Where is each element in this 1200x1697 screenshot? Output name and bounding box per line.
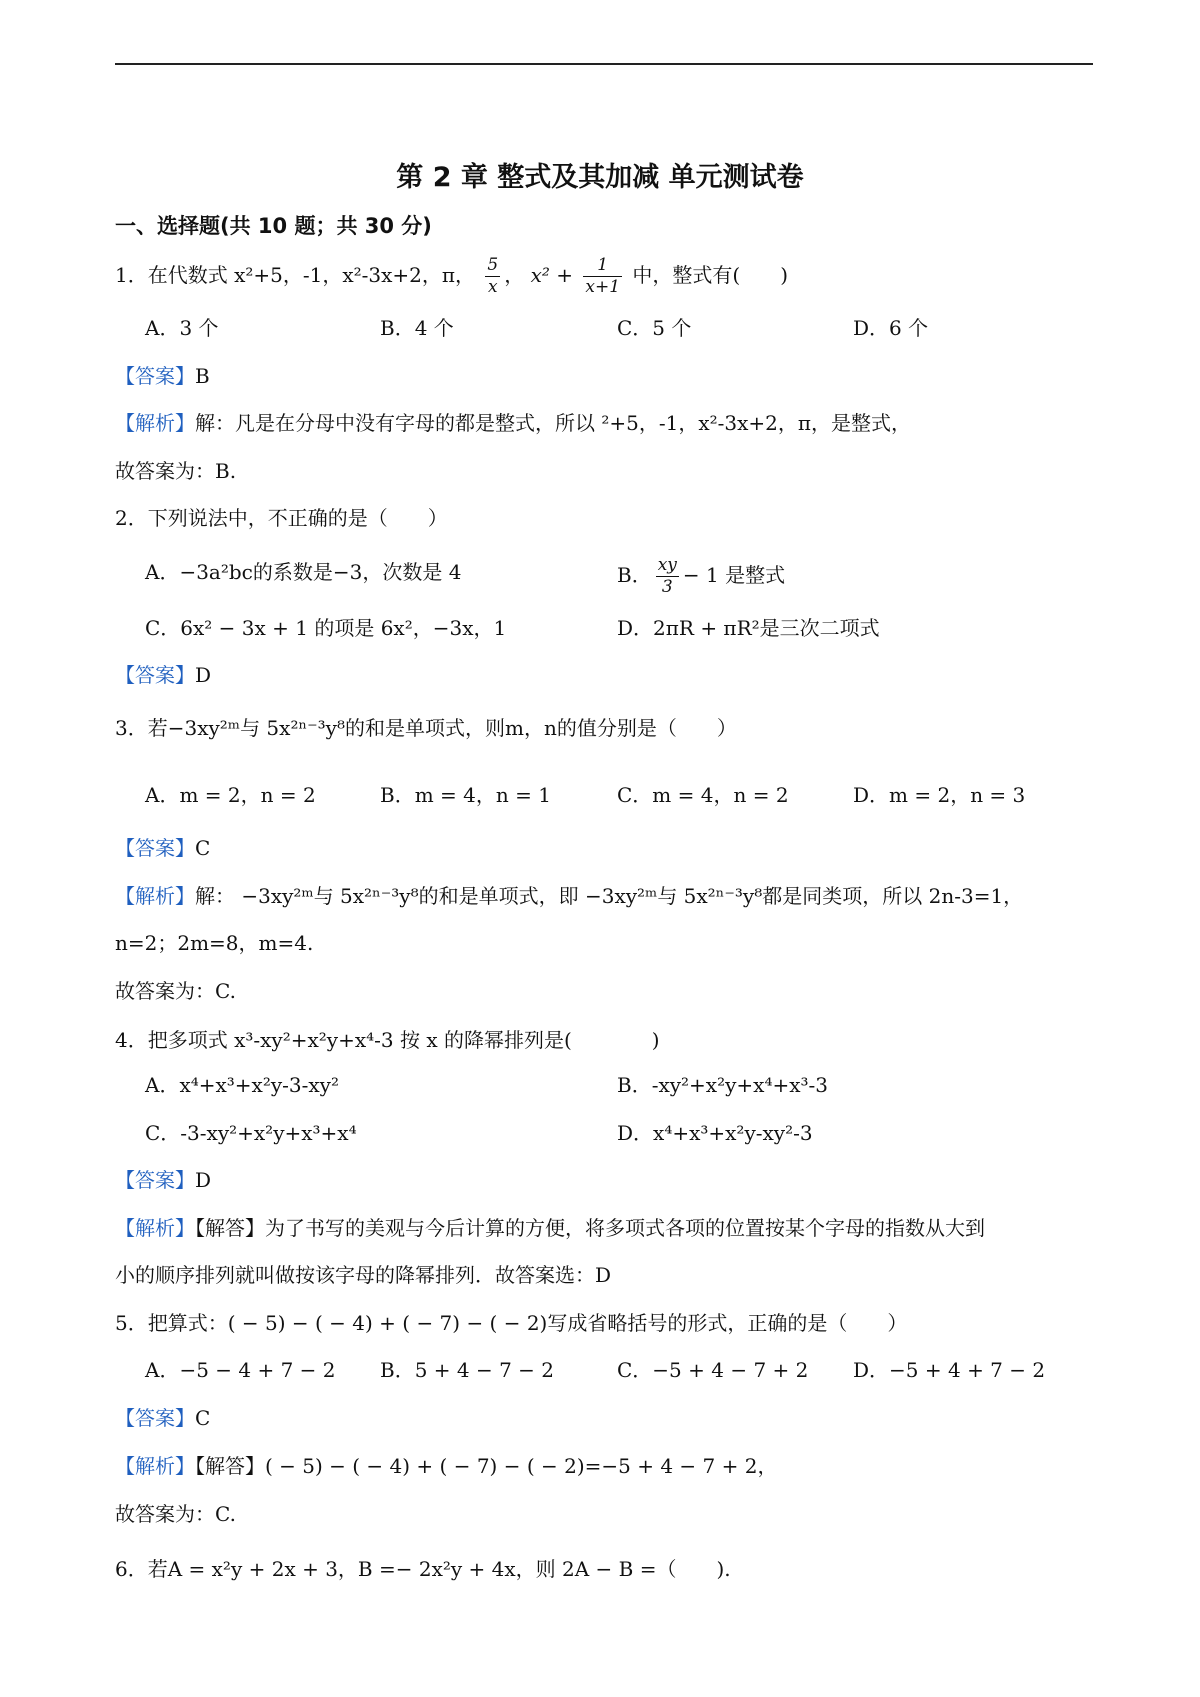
question-number: 3．: [115, 716, 148, 740]
option-d: D．6 个: [853, 316, 929, 340]
answer-line: [115, 1403, 210, 1433]
option-a: A．m = 2，n = 2: [145, 783, 316, 807]
option-b: B．-xy²+x²y+x⁴+x³-3: [617, 1073, 828, 1097]
answer-tag: 【答案】: [115, 364, 195, 388]
analysis-line: [115, 408, 911, 438]
question-number: 4．: [115, 1028, 148, 1052]
analysis-line-2: n=2；2m=8，m=4.: [115, 931, 314, 955]
answer-value: C: [195, 836, 211, 860]
answer-value: D: [195, 663, 212, 687]
conclusion-line: 故答案为：C.: [115, 1502, 236, 1526]
option-a: A．x⁴+x³+x²y-3-xy²: [145, 1073, 339, 1097]
answer-tag: 【答案】: [115, 663, 195, 687]
analysis-tag: 【解析】: [115, 1216, 195, 1240]
fraction-denominator: x+1: [585, 277, 621, 297]
option-c: C．m = 4，n = 2: [617, 783, 789, 807]
question-text: 若−3xy²ᵐ与 5x²ⁿ⁻³y⁸的和是单项式，则m，n的值分别是（ ）: [147, 716, 737, 740]
header-rule: [115, 63, 1093, 65]
analysis-tag: 【解析】: [115, 884, 195, 908]
question-text-end: 中，整式有( ): [626, 263, 788, 287]
analysis-text: 解： −3xy²ᵐ与 5x²ⁿ⁻³y⁸的和是单项式，即 −3xy²ᵐ与 5x²ⁿ⁻³y⁸都是同类项，所以 2n-3=1，: [195, 884, 1024, 908]
analysis-line: [115, 1213, 985, 1243]
answer-line: [115, 361, 210, 391]
fraction-numerator: 1: [597, 255, 609, 275]
option-d: D．2πR + πR²是三次二项式: [617, 616, 880, 640]
option-b: B．m = 4，n = 1: [380, 783, 551, 807]
fraction: [656, 557, 679, 596]
question-6: [115, 1554, 731, 1584]
question-text-sep: ，: [504, 263, 525, 287]
answer-value: C: [195, 1406, 211, 1430]
fraction-numerator: 5: [487, 255, 499, 275]
analysis-tag: 【解析】: [115, 411, 195, 435]
answer-tag: 【答案】: [115, 1406, 195, 1430]
answer-tag: 【答案】: [115, 1168, 195, 1192]
question-text: 把多项式 x³-xy²+x²y+x⁴-3 按 x 的降幂排列是( ): [147, 1028, 660, 1052]
option-a: A．3 个: [145, 316, 219, 340]
question-number: 6．: [115, 1557, 148, 1581]
option-a: A．−3a²bc的系数是−3，次数是 4: [145, 560, 462, 584]
answer-value: D: [195, 1168, 212, 1192]
fraction: [485, 257, 500, 296]
conclusion-line: 故答案为：C.: [115, 979, 236, 1003]
option-c: C．5 个: [617, 316, 692, 340]
analysis-text: 【解答】为了书写的美观与今后计算的方便，将多项式各项的位置按某个字母的指数从大到: [195, 1216, 985, 1240]
option-a: A．−5 − 4 + 7 − 2: [145, 1358, 336, 1382]
page-title: 第 2 章 整式及其加减 单元测试卷: [396, 162, 804, 193]
analysis-line: [115, 881, 1023, 911]
option-c: C．-3-xy²+x²y+x³+x⁴: [145, 1121, 357, 1145]
question-number: 1．: [115, 263, 148, 287]
option-b: B．4 个: [380, 316, 454, 340]
option-b: [617, 557, 785, 596]
analysis-tag: 【解析】: [115, 1454, 195, 1478]
expression: x² +: [530, 263, 580, 287]
answer-value: B: [195, 364, 210, 388]
analysis-line: [115, 1451, 777, 1481]
answer-line: [115, 1165, 211, 1195]
question-4: [115, 1025, 660, 1055]
section-heading: 一、选择题(共 10 题；共 30 分): [115, 214, 432, 238]
answer-line: [115, 660, 211, 690]
answer-tag: 【答案】: [115, 836, 195, 860]
option-c: C．−5 + 4 − 7 + 2: [617, 1358, 809, 1382]
option-letter: B．: [617, 563, 652, 587]
fraction-numerator: xy: [657, 555, 677, 575]
fraction: [583, 257, 622, 296]
option-d: D．x⁴+x³+x²y-xy²-3: [617, 1121, 813, 1145]
question-text: 若A = x²y + 2x + 3，B =− 2x²y + 4x，则 2A − B =（ ).: [147, 1557, 731, 1581]
analysis-text: 【解答】( − 5) − ( − 4) + ( − 7) − ( − 2)=−5 + 4 − 7 + 2，: [195, 1454, 778, 1478]
option-b: B．5 + 4 − 7 − 2: [380, 1358, 555, 1382]
question-text: 下列说法中，不正确的是（ ）: [147, 506, 448, 530]
question-2: [115, 503, 448, 533]
question-5: [115, 1308, 907, 1338]
option-c: C．6x² − 3x + 1 的项是 6x²，−3x，1: [145, 616, 507, 640]
analysis-line-2: 小的顺序排列就叫做按该字母的降幂排列．故答案选：D: [115, 1263, 612, 1287]
question-number: 5．: [115, 1311, 148, 1335]
question-text: 在代数式 x²+5，-1，x²-3x+2，π，: [147, 263, 476, 287]
fraction-denominator: 3: [656, 576, 679, 596]
question-number: 2．: [115, 506, 148, 530]
question-3: [115, 713, 737, 743]
option-d: D．−5 + 4 + 7 − 2: [853, 1358, 1046, 1382]
fraction-denominator: x: [485, 276, 500, 296]
question-1: [115, 257, 788, 296]
option-text: − 1 是整式: [682, 563, 786, 587]
answer-line: [115, 833, 210, 863]
analysis-text: 解：凡是在分母中没有字母的都是整式，所以 ²+5，-1，x²-3x+2，π，是整式，: [195, 411, 912, 435]
question-text: 把算式：( − 5) − ( − 4) + ( − 7) − ( − 2)写成省略括号的形式，正确的是（ ）: [147, 1311, 908, 1335]
conclusion-line: 故答案为：B.: [115, 459, 237, 483]
option-d: D．m = 2，n = 3: [853, 783, 1026, 807]
